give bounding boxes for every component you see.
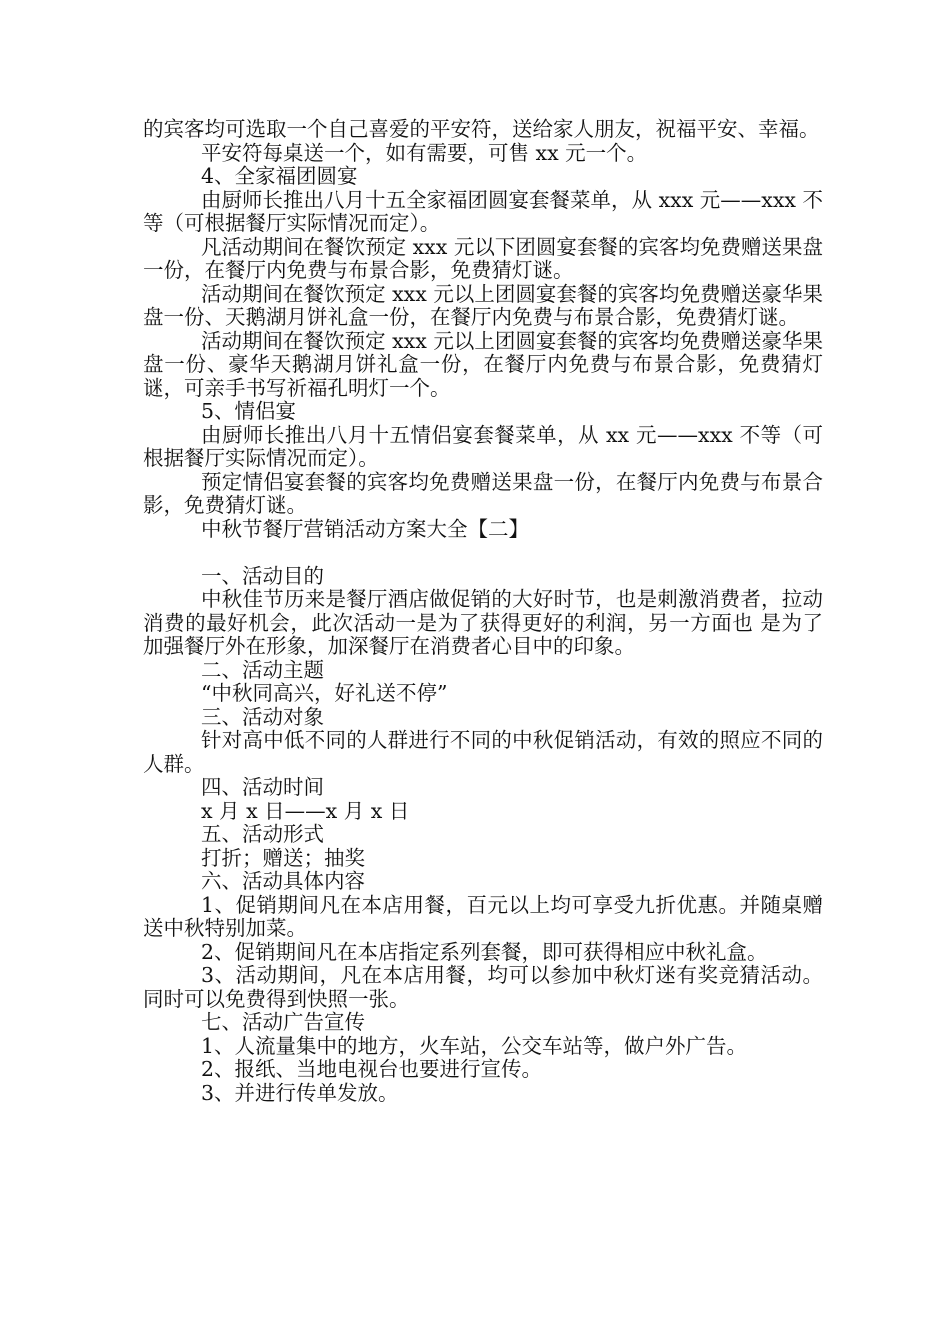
document-page: [143, 118, 823, 1105]
paragraph-peace-charm: 平安符每桌送一个，如有需要，可售 xx 元一个。: [201, 140, 648, 165]
paragraph-family-banquet-menu: 由厨师长推出八月十五全家福团圆宴套餐菜单，从 xxx 元——xxx 不等（可根据餐厅实际情况而定）。: [143, 187, 823, 235]
paragraph-content-3: 3、活动期间，凡在本店用餐，均可以参加中秋灯迷有奖竞猜活动。同时可以免费得到快照一张。: [143, 963, 823, 1011]
paragraph-format: 打折；赠送；抽奖: [201, 845, 365, 870]
heading-content: 六、活动具体内容: [201, 869, 365, 893]
paragraph-continuation: 的宾客均可选取一个自己喜爱的平安符，送给家人朋友，祝福平安、幸福。: [143, 117, 820, 141]
document-subtitle-part-two: 中秋节餐厅营销活动方案大全【二】: [201, 516, 529, 541]
paragraph-advertising-1: 1、人流量集中的地方，火车站，公交车站等，做户外广告。: [201, 1033, 748, 1058]
paragraph-advertising-2: 2、报纸、当地电视台也要进行宣传。: [201, 1057, 543, 1081]
heading-audience: 三、活动对象: [201, 704, 324, 729]
heading-time: 四、活动时间: [201, 775, 324, 799]
heading-advertising: 七、活动广告宣传: [201, 1010, 365, 1034]
section-heading-couple-banquet: 5、情侣宴: [201, 399, 297, 423]
paragraph-theme: “中秋同高兴，好礼送不停”: [201, 681, 448, 705]
heading-purpose: 一、活动目的: [201, 563, 324, 588]
paragraph-content-2: 2、促销期间凡在本店指定系列套餐，即可获得相应中秋礼盒。: [201, 939, 768, 964]
paragraph-audience: 针对高中低不同的人群进行不同的中秋促销活动，有效的照应不同的人群。: [143, 728, 823, 776]
paragraph-family-banquet-above-2: 活动期间在餐饮预定 xxx 元以上团圆宴套餐的宾客均免费赠送豪华果盘一份、豪华天鹅湖月饼礼盒一份，在餐厅内免费与布景合影，免费猜灯谜，可亲手书写祈福孔明灯一个。: [143, 328, 823, 400]
paragraph-time: x 月 x 日——x 月 x 日: [201, 798, 410, 823]
paragraph-couple-banquet-gift: 预定情侣宴套餐的宾客均免费赠送果盘一份，在餐厅内免费与布景合影，免费猜灯谜。: [143, 469, 823, 517]
paragraph-content-1: 1、促销期间凡在本店用餐，百元以上均可享受九折优惠。并随桌赠送中秋特别加菜。: [143, 892, 823, 940]
paragraph-family-banquet-below: 凡活动期间在餐饮预定 xxx 元以下团圆宴套餐的宾客均免费赠送果盘一份，在餐厅内免费与布景合影，免费猜灯谜。: [143, 234, 823, 282]
paragraph-couple-banquet-menu: 由厨师长推出八月十五情侣宴套餐菜单，从 xx 元——xxx 不等（可根据餐厅实际情况而定）。: [143, 422, 823, 470]
paragraph-family-banquet-above-1: 活动期间在餐饮预定 xxx 元以上团圆宴套餐的宾客均免费赠送豪华果盘一份、天鹅湖月饼礼盒一份，在餐厅内免费与布景合影，免费猜灯谜。: [143, 281, 823, 329]
blank-line: [143, 541, 823, 565]
paragraph-advertising-3: 3、并进行传单发放。: [201, 1080, 399, 1105]
heading-theme: 二、活动主题: [201, 657, 324, 682]
paragraph-purpose: 中秋佳节历来是餐厅酒店做促销的大好时节，也是刺激消费者，拉动消费的最好机会，此次活动一是为了获得更好的利润，另一方面也 是为了加强餐厅外在形象，加深餐厅在消费者心目中的印象。: [143, 587, 823, 658]
heading-format: 五、活动形式: [201, 822, 324, 846]
section-heading-family-banquet: 4、全家福团圆宴: [201, 164, 358, 188]
